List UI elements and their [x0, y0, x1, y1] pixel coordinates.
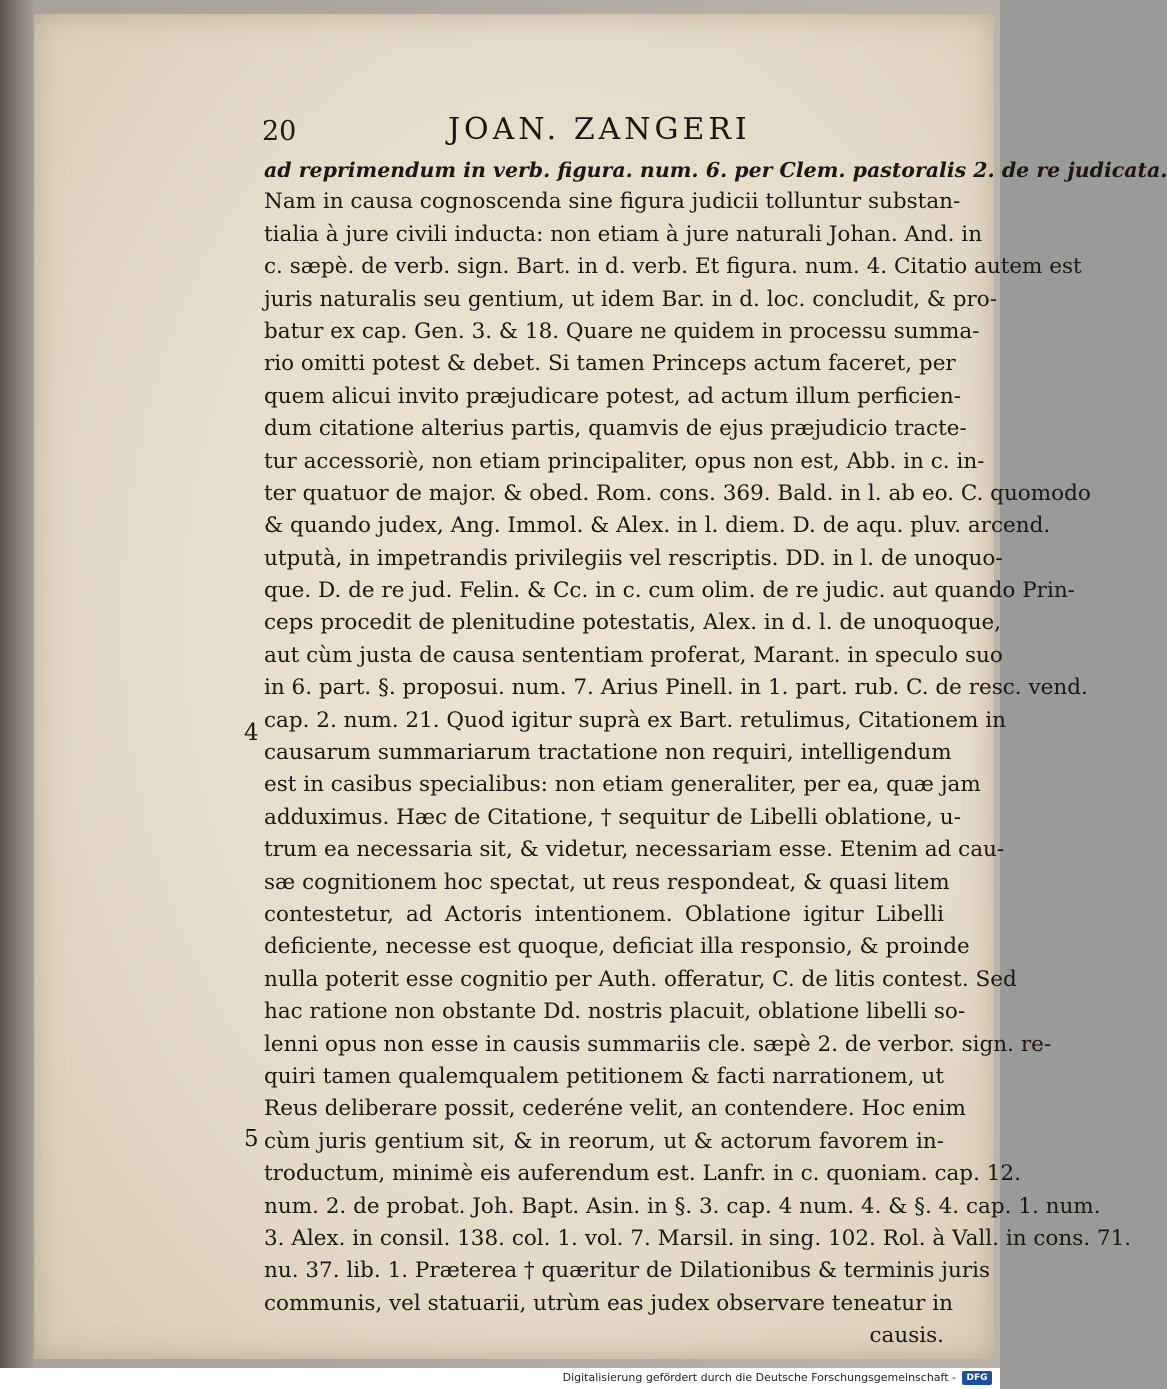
text-line: ter quatuor de major. & obed. Rom. cons. 369. Bald. in l. ab eo. C. quomodo: [264, 480, 1091, 506]
text-line: deficiente, necesse est quoque, deficiat illa responsio, & proinde: [264, 934, 970, 960]
text-line: communis, vel statuarii, utrùm eas judex observare teneatur in: [264, 1290, 953, 1316]
text-line: contestetur, ad Actoris intentionem. Oblatione igitur Libelli: [264, 901, 944, 927]
text-line: trum ea necessaria sit, & videtur, necessariam esse. Etenim ad cau-: [264, 837, 1005, 863]
text-line: in 6. part. §. proposui. num. 7. Arius Pinell. in 1. part. rub. C. de resc. vend.: [264, 675, 1088, 701]
text-line: dum citatione alterius partis, quamvis de ejus præjudicio tracte-: [264, 416, 967, 442]
text-line: cùm juris gentium sit, & in reorum, ut & actorum favorem in-: [264, 1128, 944, 1154]
page-header: [262, 112, 952, 156]
text-line: cap. 2. num. 21. Quod igitur suprà ex Bart. retulimus, Citationem in: [264, 707, 1006, 733]
text-line: tur accessoriè, non etiam principaliter, opus non est, Abb. in c. in-: [264, 448, 985, 474]
funding-notice: Digitalisierung gefördert durch die Deutsche Forschungsgemeinschaft -: [562, 1371, 956, 1384]
text-line: nulla poterit esse cognitio per Auth. offeratur, C. de litis contest. Sed: [264, 966, 1017, 992]
text-line: Reus deliberare possit, cederéne velit, an contendere. Hoc enim: [264, 1096, 966, 1122]
text-line: que. D. de re jud. Felin. & Cc. in c. cum olim. de re judic. aut quando Prin-: [264, 578, 1075, 604]
footer-bar: [0, 1368, 1000, 1389]
text-line: adduximus. Hæc de Citatione, † sequitur de Libelli oblatione, u-: [264, 804, 961, 830]
text-line: quem alicui invito præjudicare potest, ad actum illum perficien-: [264, 383, 961, 409]
dfg-logo: DFG: [962, 1371, 992, 1385]
margin-number-5: 5: [244, 1126, 259, 1152]
text-line: aut cùm justa de causa sententiam proferat, Marant. in speculo suo: [264, 642, 1003, 668]
text-line: num. 2. de probat. Joh. Bapt. Asin. in §. 3. cap. 4 num. 4. & §. 4. cap. 1. num.: [264, 1193, 1101, 1219]
text-line: nu. 37. lib. 1. Præterea † quæritur de Dilationibus & terminis juris: [264, 1258, 991, 1284]
body-text: [264, 154, 1167, 1352]
text-line: & quando judex, Ang. Immol. & Alex. in l. diem. D. de aqu. pluv. arcend.: [264, 513, 1051, 539]
margin-number-4: 4: [244, 720, 259, 746]
text-line: troductum, minimè eis auferendum est. Lanfr. in c. quoniam. cap. 12.: [264, 1161, 1021, 1187]
text-line: batur ex cap. Gen. 3. & 18. Quare ne quidem in processu summa-: [264, 318, 980, 344]
page-number: 20: [262, 116, 297, 147]
text-line: ceps procedit de plenitudine potestatis, Alex. in d. l. de unoquoque,: [264, 610, 1002, 636]
text-line: rio omitti potest & debet. Si tamen Princeps actum faceret, per: [264, 351, 956, 377]
text-line: causarum summariarum tractatione non requiri, intelligendum: [264, 740, 952, 766]
text-line: quiri tamen qualemqualem petitionem & facti narrationem, ut: [264, 1063, 944, 1089]
text-line: tialia à jure civili inducta: non etiam à jure naturali Johan. And. in: [264, 221, 983, 247]
text-line: Nam in causa cognoscenda sine figura judicii tolluntur substan-: [264, 189, 961, 215]
text-line: c. sæpè. de verb. sign. Bart. in d. verb. Et figura. num. 4. Citatio autem est: [264, 254, 1082, 280]
text-line: hac ratione non obstante Dd. nostris placuit, oblatione libelli so-: [264, 999, 966, 1025]
running-title: JOAN. ZANGERI: [448, 112, 751, 147]
text-line: lenni opus non esse in causis summariis cle. sæpè 2. de verbor. sign. re-: [264, 1031, 1052, 1057]
text-line: sæ cognitionem hoc spectat, ut reus respondeat, & quasi litem: [264, 869, 950, 895]
text-line: ad reprimendum in verb. figura. num. 6. per Clem. pastoralis 2. de re judicata.: [264, 158, 1167, 182]
text-line: utputà, in impetrandis privilegiis vel rescriptis. DD. in l. de unoquo-: [264, 545, 1003, 571]
text-line: 3. Alex. in consil. 138. col. 1. vol. 7. Marsil. in sing. 102. Rol. à Vall. in cons. 71.: [264, 1225, 1132, 1251]
text-line: juris naturalis seu gentium, ut idem Bar. in d. loc. concludit, & pro-: [264, 286, 997, 312]
catchword: causis.: [869, 1323, 944, 1349]
text-line: est in casibus specialibus: non etiam generaliter, per ea, quæ jam: [264, 772, 981, 798]
